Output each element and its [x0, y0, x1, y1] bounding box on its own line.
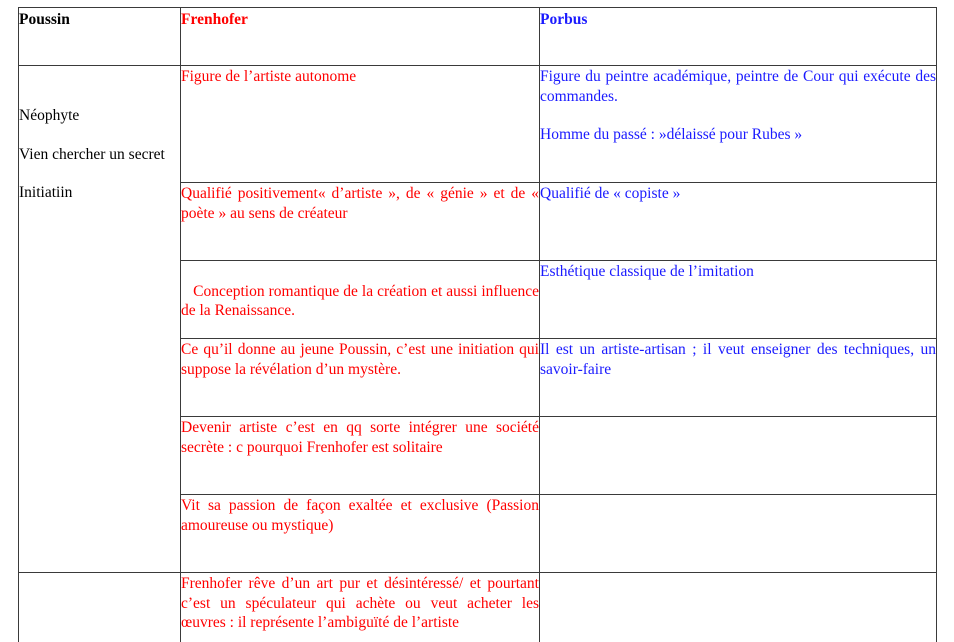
poussin-secret: Vien chercher un secret	[19, 145, 165, 163]
grid-hline-row5	[180, 494, 937, 495]
porbus-cell-2: Qualifié de « copiste »	[540, 185, 681, 202]
header-frenhofer-label: Frenhofer	[181, 11, 248, 28]
grid-vline-right	[936, 7, 937, 642]
grid-hline-row1	[180, 182, 937, 183]
header-poussin	[19, 10, 179, 30]
header-porbus	[540, 10, 936, 30]
porbus-cell-1-para-1: Figure du peintre académique, peintre de Cour qui exécute des commandes.	[540, 68, 936, 105]
frenhofer-cell-4: Ce qu’il donne au jeune Poussin, c’est une initiation qui suppose la révélation d’un mystère.	[181, 341, 539, 378]
grid-hline-row4	[180, 416, 937, 417]
poussin-initiation: Initiatiin	[19, 184, 73, 201]
grid-hline-top	[18, 7, 937, 8]
frenhofer-cell-1: Figure de l’artiste autonome	[181, 68, 357, 85]
grid-hline-section-bottom	[18, 572, 937, 573]
header-poussin-label: Poussin	[19, 11, 70, 28]
frenhofer-cell-6: Vit sa passion de façon exaltée et exclusive (Passion amoureuse ou mystique)	[181, 497, 539, 534]
grid-hline-row2	[180, 260, 937, 261]
grid-hline-row3	[180, 338, 937, 339]
porbus-cell-3: Esthétique classique de l’imitation	[540, 263, 754, 280]
header-porbus-label: Porbus	[540, 11, 588, 28]
porbus-cell-1	[540, 67, 936, 145]
poussin-cell	[19, 106, 180, 203]
header-frenhofer	[181, 10, 539, 30]
grid-vline-poussin-frenhofer	[180, 7, 181, 642]
frenhofer-cell-3: Conception romantique de la création et aussi influence de la Renaissance.	[181, 282, 543, 319]
poussin-neophyte: Néophyte	[19, 107, 80, 124]
porbus-cell-7	[540, 574, 936, 642]
porbus-cell-4: Il est un artiste-artisan ; il veut enseigner des techniques, un savoir-faire	[540, 341, 936, 378]
grid-hline-header-bottom	[18, 65, 937, 66]
frenhofer-cell-7: Frenhofer rêve d’un art pur et désintéressé/ et pourtant c’est un spéculateur qui achète ou veut acheter les œuvres : il représente l’ambiguïté de l’artiste	[181, 575, 539, 631]
porbus-cell-1-para-2: Homme du passé : »délaissé pour Rubes »	[540, 126, 803, 143]
frenhofer-cell-5: Devenir artiste c’est en qq sorte intégrer une société secrète : c pourquoi Frenhofer est solitaire	[181, 419, 539, 456]
frenhofer-cell-2: Qualifié positivement« d’artiste », de « génie » et de « poète » au sens de créateur	[181, 185, 539, 222]
grid-vline-left	[18, 7, 19, 642]
